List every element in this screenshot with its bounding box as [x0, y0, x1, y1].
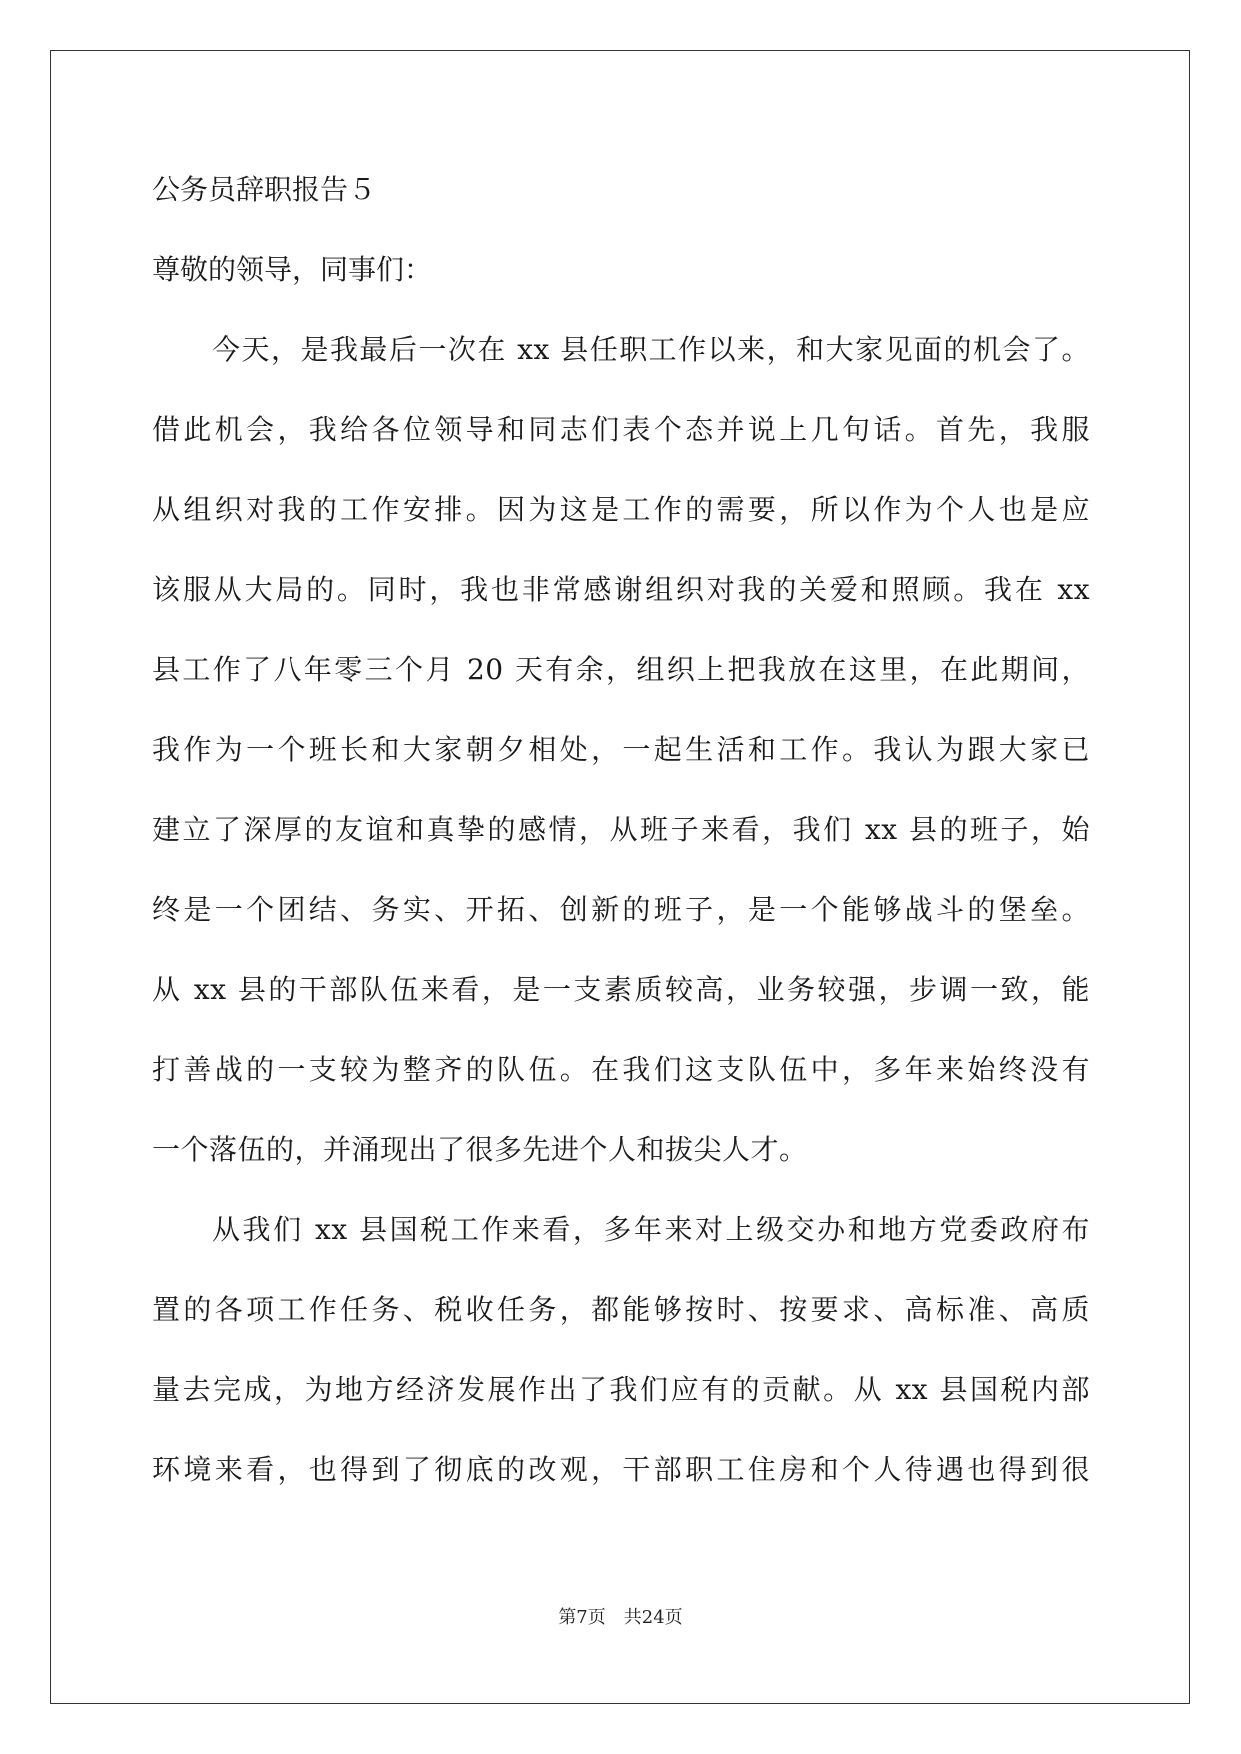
page-footer: 第7页 共24页	[558, 1607, 683, 1628]
paragraph-line: 打善战的一支较为整齐的队伍。在我们这支队伍中，多年来始终没有	[152, 1053, 1090, 1086]
paragraph-line: 我作为一个班长和大家朝夕相处，一起生活和工作。我认为跟大家已	[152, 733, 1090, 766]
paragraph-line: 置的各项工作任务、税收任务，都能够按时、按要求、高标准、高质	[152, 1293, 1090, 1326]
paragraph-line: 一个落伍的，并涌现出了很多先进个人和拔尖人才。	[152, 1133, 808, 1166]
document-title: 公务员辞职报告５	[152, 173, 377, 206]
paragraph-line: 该服从大局的。同时，我也非常感谢组织对我的关爱和照顾。我在 xx	[152, 573, 1090, 606]
paragraph-line: 建立了深厚的友谊和真挚的感情，从班子来看，我们 xx 县的班子，始	[152, 813, 1090, 846]
paragraph-line: 从组织对我的工作安排。因为这是工作的需要，所以作为个人也是应	[152, 493, 1090, 526]
paragraph-line: 今天，是我最后一次在 xx 县任职工作以来，和大家见面的机会了。	[212, 333, 1090, 366]
paragraph-line: 县工作了八年零三个月 20 天有余，组织上把我放在这里，在此期间，	[152, 653, 1090, 686]
paragraph-line: 环境来看，也得到了彻底的改观，干部职工住房和个人待遇也得到很	[152, 1453, 1090, 1486]
greeting: 尊敬的领导，同事们：	[152, 253, 433, 286]
document-body	[152, 150, 1090, 1510]
paragraph-line: 从我们 xx 县国税工作来看，多年来对上级交办和地方党委政府布	[212, 1213, 1090, 1246]
paragraph-line: 量去完成，为地方经济发展作出了我们应有的贡献。从 xx 县国税内部	[152, 1373, 1090, 1406]
paragraph-line: 借此机会，我给各位领导和同志们表个态并说上几句话。首先，我服	[152, 413, 1090, 446]
paragraph-2	[152, 1190, 1090, 1510]
paragraph-line: 从 xx 县的干部队伍来看，是一支素质较高，业务较强，步调一致，能	[152, 973, 1090, 1006]
paragraph-1	[152, 310, 1090, 1190]
paragraph-line: 终是一个团结、务实、开拓、创新的班子，是一个能够战斗的堡垒。	[152, 893, 1090, 926]
